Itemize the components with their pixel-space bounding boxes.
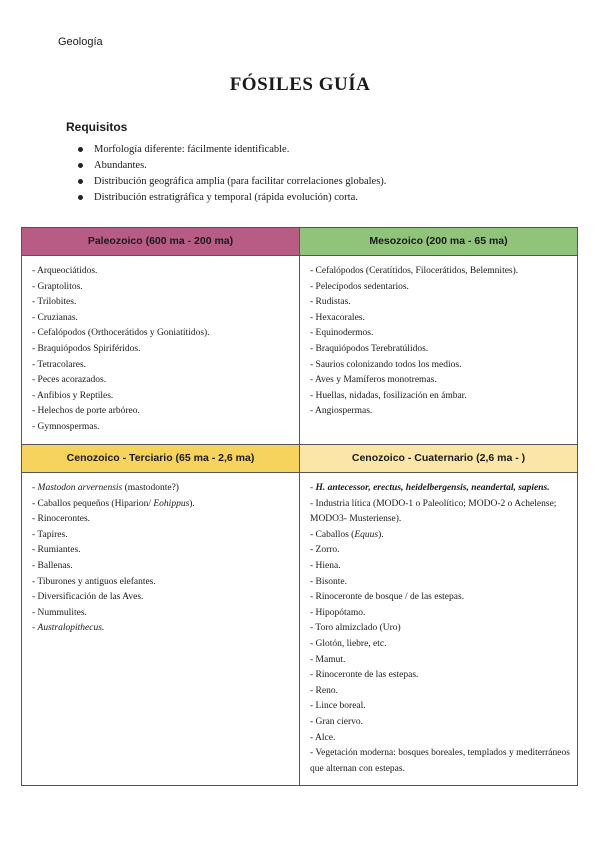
genus-name: Australopithecus. [37,623,105,634]
terciario-header [22,445,300,473]
list-item: - Gymnospermas. [32,421,100,432]
list-item: - Nummulites. [32,607,87,618]
eras-table [21,227,578,786]
terciario-cell [22,473,300,786]
list-item: - Hiena. [310,560,341,571]
page-title: FÓSILES GUÍA [229,74,371,95]
paleozoico-header [22,228,300,256]
list-item: - Saurios colonizando todos los medios. [310,359,462,370]
list-item: - Rinocerontes. [32,514,91,525]
list-item: - Rumiantes. [32,545,81,556]
paleozoico-title: Paleozoico (600 ma - 200 ma) [87,235,234,247]
list-item: - Glotón, liebre, etc. [310,638,387,649]
list-item: - Helechos de porte arbóreo. [32,406,140,417]
list-item: - Huellas, nidadas, fosilización en ámbar. [310,390,467,401]
list-item: - Angiospermas. [310,406,373,417]
list-item [32,481,293,497]
cuaternario-cell [300,473,578,786]
list-item: - Alce. [310,732,336,743]
requisito-item: Distribución estratigráfica y temporal (rápida evolución) corta. [76,190,386,206]
list-item: - Gran ciervo. [310,716,364,727]
list-item: - Braquiópodos Terebratúlidos. [310,343,429,354]
list-item: - Rinoceronte de las estepas. [310,670,419,681]
list-item [310,481,571,497]
list-item: - Trilobites. [32,297,77,308]
list-item: - Rudistas. [310,297,351,308]
requisitos-list [76,142,386,206]
item-prefix: - Caballos ( [310,529,355,540]
list-item [32,621,293,637]
list-item: - Peces acorazados. [32,375,107,386]
species-name: H. antecessor, erectus, heidelbergensis, neandertal, sapiens. [315,483,550,493]
list-item: - Graptolitos. [32,281,83,292]
list-item: - Lince boreal. [310,701,366,712]
list-item [32,497,293,513]
list-item: - Tapires. [32,529,68,540]
item-suffix: ). [189,498,195,509]
list-item: - Cefalópodos (Orthocerátidos y Goniatítidos). [32,328,210,339]
requisitos-heading: Requisitos [66,120,128,134]
list-item: - Hipopótamo. [310,607,366,618]
item-suffix: (mastodonte?) [122,483,179,493]
list-item: - Reno. [310,685,338,696]
cuaternario-list [300,473,577,785]
list-item: - Cefalópodos (Ceratítidos, Filocerátidos, Belemnites). [310,266,519,276]
requisito-item: Morfología diferente: fácilmente identificable. [76,142,386,158]
requisito-item: Abundantes. [76,158,386,174]
list-item: - Toro almizclado (Uro) [310,623,401,634]
list-item: - Tiburones y antiguos elefantes. [32,576,156,587]
list-item: - Cruzianas. [32,312,78,323]
cuaternario-header [300,445,578,473]
mesozoico-title: Mesozoico (200 ma - 65 ma) [369,235,508,247]
paleozoico-list [22,256,299,444]
list-item: - Diversificación de las Aves. [32,592,144,603]
item-prefix: - [32,483,38,493]
mesozoico-list [300,256,577,428]
terciario-title: Cenozoico - Terciario (65 ma - 2,6 ma) [66,452,255,464]
item-prefix: - [32,623,38,634]
list-item: - Hexacorales. [310,312,365,323]
list-item: - Vegetación moderna: bosques boreales, templados y mediterráneos que alternan con estepas. [310,748,570,774]
list-item: - Ballenas. [32,560,73,571]
cuaternario-title: Cenozoico - Cuaternario (2,6 ma - ) [351,452,526,464]
list-item: - Tetracolares. [32,359,87,370]
list-item: - Pelecípodos sedentarios. [310,281,409,292]
terciario-list [22,473,299,645]
mesozoico-header [300,228,578,256]
list-item: - Braquiópodos Spiriféridos. [32,343,141,354]
requisito-item: Distribución geográfica amplia (para facilitar correlaciones globales). [76,174,386,190]
list-item: - Bisonte. [310,576,347,587]
genus-name: Eohippus [153,498,190,509]
genus-name: Equus [354,529,379,540]
list-item: - Zorro. [310,545,340,556]
list-item: - Mamut. [310,654,346,665]
item-prefix: - Caballos pequeños (Hiparion/ [32,498,154,509]
list-item: - Anfibios y Reptiles. [32,390,114,401]
list-item: - Industria lítica (MODO-1 o Paleolítico; MODO-2 o Achelense; MODO3- Musteriense). [310,498,557,525]
list-item [310,528,571,544]
item-prefix: - [310,483,316,493]
subject-label: Geología [58,36,103,48]
list-item: - Arqueociátidos. [32,266,98,276]
paleozoico-cell [22,256,300,445]
list-item: - Aves y Mamíferos monotremas. [310,375,437,386]
item-suffix: ). [378,529,384,540]
mesozoico-cell [300,256,578,445]
list-item: - Rinoceronte de bosque / de las estepas. [310,592,465,603]
species-name: Mastodon arvernensis [37,483,123,493]
list-item: - Equinodermos. [310,328,374,339]
